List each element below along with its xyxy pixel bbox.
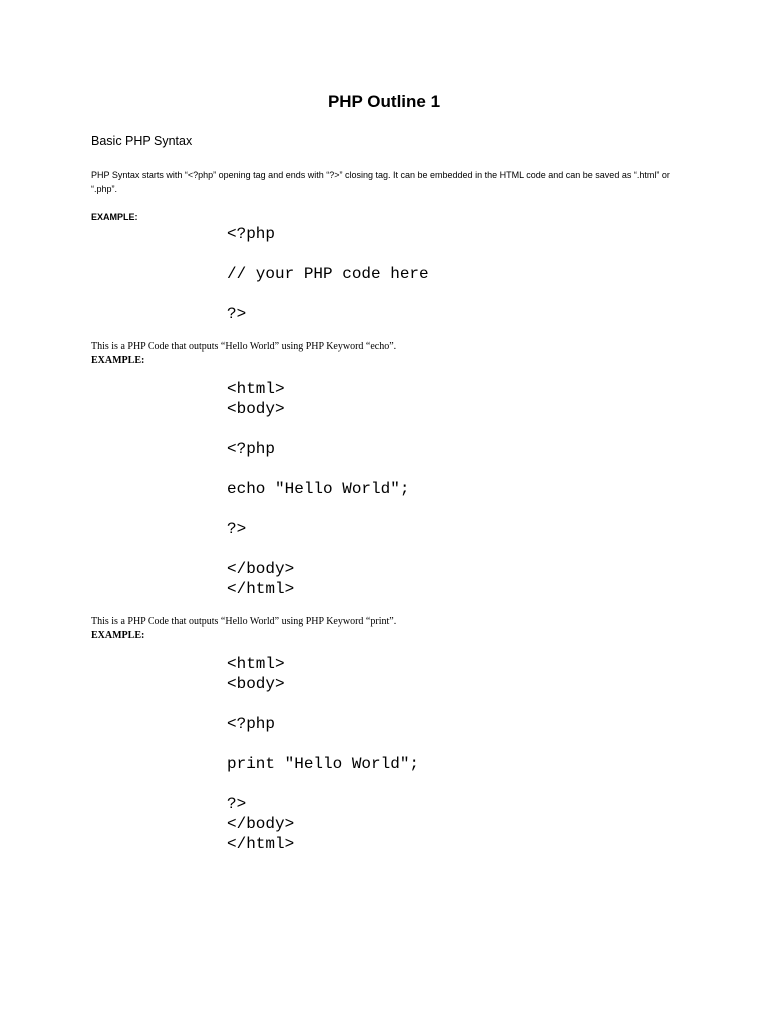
code-line xyxy=(227,774,419,794)
code-line xyxy=(227,499,409,519)
code-line: <html> xyxy=(227,655,285,673)
code-line: echo "Hello World"; xyxy=(227,480,410,498)
code-line: </html> xyxy=(227,580,295,598)
code-line xyxy=(227,539,409,559)
code-line xyxy=(227,694,419,714)
code-line: ?> xyxy=(227,305,247,323)
code-line: <body> xyxy=(227,400,285,418)
code-block-print xyxy=(227,654,419,854)
code-line: <?php xyxy=(227,715,276,733)
example-label: EXAMPLE: xyxy=(91,212,138,222)
code-block-echo xyxy=(227,379,409,599)
code-line: <?php xyxy=(227,225,276,243)
code-line xyxy=(227,244,429,264)
code-block-php-tags xyxy=(227,224,429,324)
example-label: EXAMPLE: xyxy=(91,355,145,366)
example-description: This is a PHP Code that outputs “Hello World” using PHP Keyword “print”. xyxy=(91,616,397,627)
code-line xyxy=(227,419,409,439)
code-line: <html> xyxy=(227,380,285,398)
intro-paragraph: PHP Syntax starts with “<?php” opening tag and ends with “?>” closing tag. It can be embedded in the HTML code and can be saved as “.html” or “.php”. xyxy=(91,170,670,194)
section-heading: Basic PHP Syntax xyxy=(91,134,193,148)
page-title: PHP Outline 1 xyxy=(327,92,441,111)
code-line: <?php xyxy=(227,440,276,458)
code-line: ?> xyxy=(227,520,247,538)
code-line: <body> xyxy=(227,675,285,693)
code-line: // your PHP code here xyxy=(227,265,429,283)
example-label: EXAMPLE: xyxy=(91,630,145,641)
code-line: print "Hello World"; xyxy=(227,755,420,773)
code-line: </body> xyxy=(227,815,295,833)
code-line: </body> xyxy=(227,560,295,578)
code-line: ?> xyxy=(227,795,247,813)
code-line: </html> xyxy=(227,835,295,853)
code-line xyxy=(227,459,409,479)
example-description: This is a PHP Code that outputs “Hello World” using PHP Keyword “echo”. xyxy=(91,341,397,352)
code-line xyxy=(227,284,429,304)
code-line xyxy=(227,734,419,754)
